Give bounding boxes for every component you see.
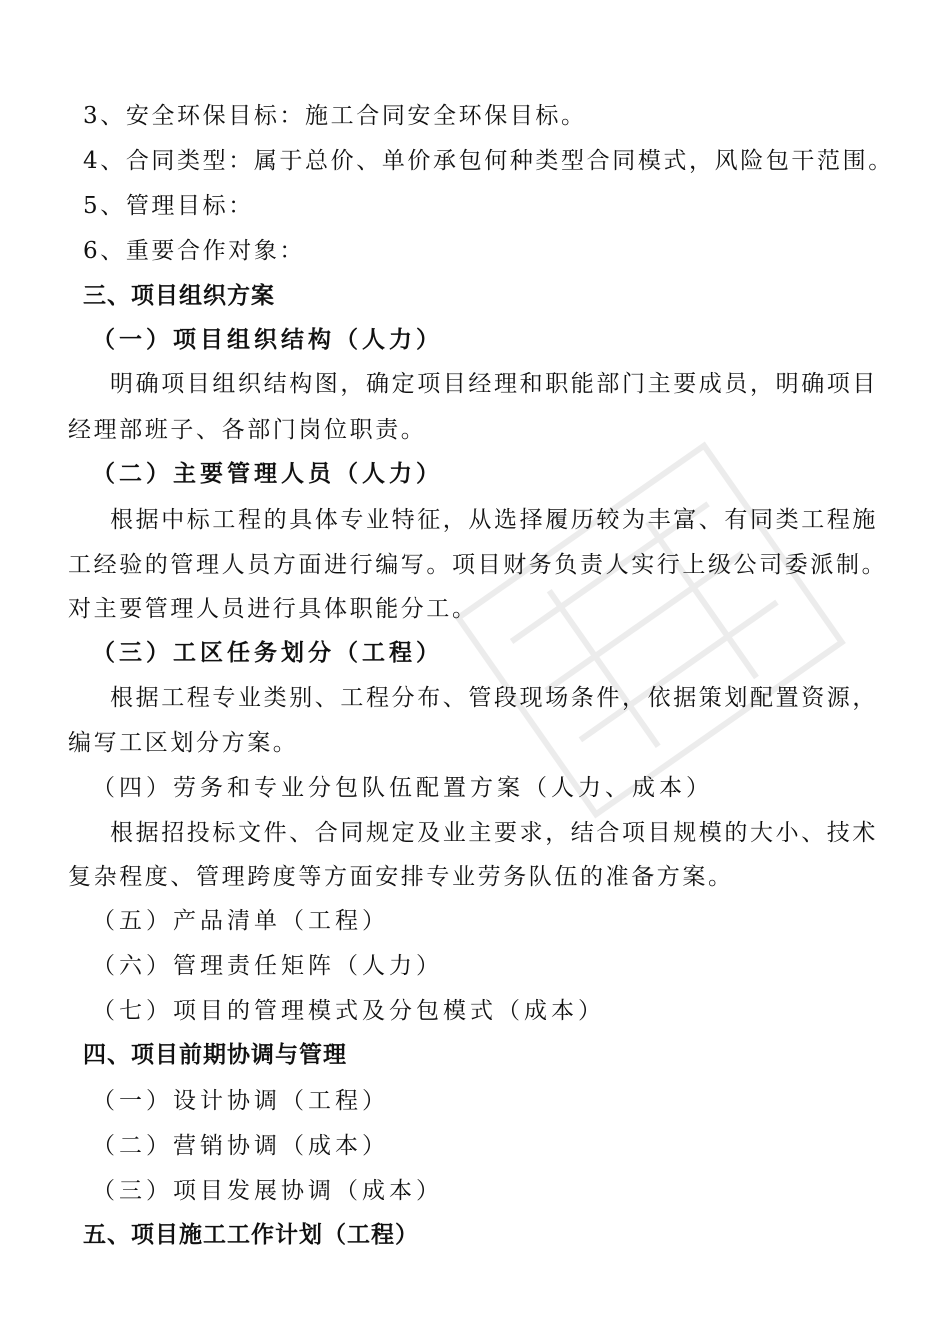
subsection-3-heading: （三）工区任务划分（工程） [92, 639, 443, 666]
paragraph-4-line-2: 复杂程度、管理跨度等方面安排专业劳务队伍的准备方案。 [68, 864, 734, 890]
goal-item-3: 3、安全环保目标：施工合同安全环保目标。 [83, 103, 587, 129]
paragraph-3-line-1: 根据工程专业类别、工程分布、管段现场条件，依据策划配置资源， [110, 685, 878, 711]
paragraph-4-line-1: 根据招投标文件、合同规定及业主要求，结合项目规模的大小、技术 [110, 820, 878, 846]
subsection-7-heading: （七）项目的管理模式及分包模式（成本） [92, 998, 605, 1024]
subsection-design-coordination: （一）设计协调（工程） [92, 1088, 389, 1114]
subsection-4-heading: （四）劳务和专业分包队伍配置方案（人力、成本） [92, 775, 713, 801]
paragraph-2-line-2: 工经验的管理人员方面进行编写。项目财务负责人实行上级公司委派制。 [68, 552, 888, 578]
paragraph-3-line-2: 编写工区划分方案。 [68, 730, 299, 756]
subsection-1-heading: （一）项目组织结构（人力） [92, 326, 443, 353]
subsection-5-heading: （五）产品清单（工程） [92, 908, 389, 934]
paragraph-1-line-1: 明确项目组织结构图，确定项目经理和职能部门主要成员，明确项目 [110, 371, 878, 397]
subsection-2-heading: （二）主要管理人员（人力） [92, 460, 443, 487]
section-heading-4: 四、项目前期协调与管理 [83, 1042, 347, 1068]
paragraph-1-line-2: 经理部班子、各部门岗位职责。 [68, 417, 427, 443]
subsection-6-heading: （六）管理责任矩阵（人力） [92, 953, 443, 979]
goal-item-6: 6、重要合作对象： [83, 238, 306, 264]
paragraph-2-line-3: 对主要管理人员进行具体职能分工。 [68, 596, 478, 622]
subsection-marketing-coordination: （二）营销协调（成本） [92, 1133, 389, 1159]
goal-item-5: 5、管理目标： [83, 193, 254, 219]
section-heading-5: 五、项目施工工作计划（工程） [83, 1222, 419, 1248]
paragraph-2-line-1: 根据中标工程的具体专业特征，从选择履历较为丰富、有同类工程施 [110, 507, 878, 533]
section-heading-3: 三、项目组织方案 [83, 283, 275, 309]
subsection-development-coordination: （三）项目发展协调（成本） [92, 1178, 443, 1204]
goal-item-4: 4、合同类型：属于总价、单价承包何种类型合同模式，风险包干范围。 [83, 148, 894, 174]
